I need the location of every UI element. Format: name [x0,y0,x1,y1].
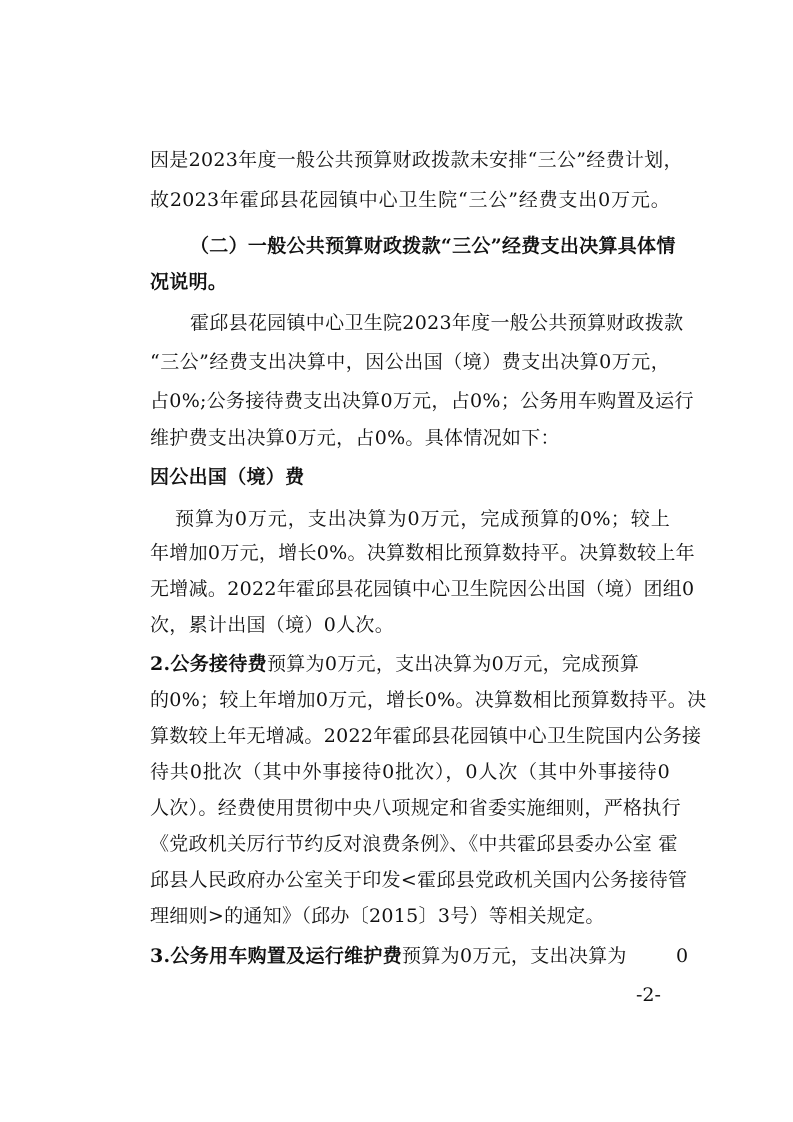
paragraph-line: 霍邱县花园镇中心卫生院2023年度一般公共预算财政拨款 [190,312,684,334]
paragraph-line: 待共0批次（其中外事接待0批次），0人次（其中外事接待0 [150,761,670,783]
paragraph-line: 因是2023年度一般公共预算财政拨款未安排“三公”经费计划， [150,149,683,171]
paragraph-line-tail: 0 [676,945,689,967]
section-heading: （二）一般公共预算财政拨款“三公”经费支出决算具体情 [190,235,676,257]
paragraph-line: 《党政机关厉行节约反对浪费条例》、《中共霍邱县委办公室 霍 [150,833,678,855]
paragraph-line: 故2023年霍邱县花园镇中心卫生院“三公”经费支出0万元。 [150,189,670,211]
paragraph-line: “三公”经费支出决算中，因公出国（境）费支出决算0万元， [150,351,670,373]
paragraph-line: 邱县人民政府办公室关于印发<霍邱县党政机关国内公务接待管 [150,869,688,891]
paragraph-text: 预算为0万元，支出决算为0万元，完成预算 [266,653,640,675]
paragraph-text: 预算为0万元，支出决算为 [402,945,627,967]
section-heading-continued: 况说明。 [150,271,228,293]
paragraph-line-reception [150,652,670,676]
paragraph-line: 算数较上年无增减。2022年霍邱县花园镇中心卫生院国内公务接 [150,725,702,747]
paragraph-line: 次，累计出国（境）0人次。 [150,614,394,636]
paragraph-line: 占0%;公务接待费支出决算0万元，占0%；公务用车购置及运行 [150,390,694,412]
paragraph-line: 预算为0万元，支出决算为0万元，完成预算的0%；较上 [175,508,670,530]
page-number: -2- [636,984,661,1006]
paragraph-line: 维护费支出决算0万元，占0%。具体情况如下： [150,427,560,449]
subsection-heading-reception: 2.公务接待费 [150,653,267,675]
paragraph-line: 人次）。经费使用贯彻中央八项规定和省委实施细则，严格执行 [150,797,681,819]
subsection-heading-vehicles: 3.公务用车购置及运行维护费 [150,945,403,967]
paragraph-line: 理细则>的通知》（邱办〔2015〕3号）等相关规定。 [150,905,605,927]
paragraph-line: 的0%；较上年增加0万元，增长0%。决算数相比预算数持平。决 [150,689,707,711]
paragraph-line: 无增减。2022年霍邱县花园镇中心卫生院因公出国（境）团组0 [150,578,695,600]
paragraph-line: 年增加0万元，增长0%。决算数相比预算数持平。决算数较上年 [150,542,695,564]
paragraph-line-vehicles [150,944,670,968]
subsection-heading-travel: 因公出国（境）费 [150,466,305,488]
